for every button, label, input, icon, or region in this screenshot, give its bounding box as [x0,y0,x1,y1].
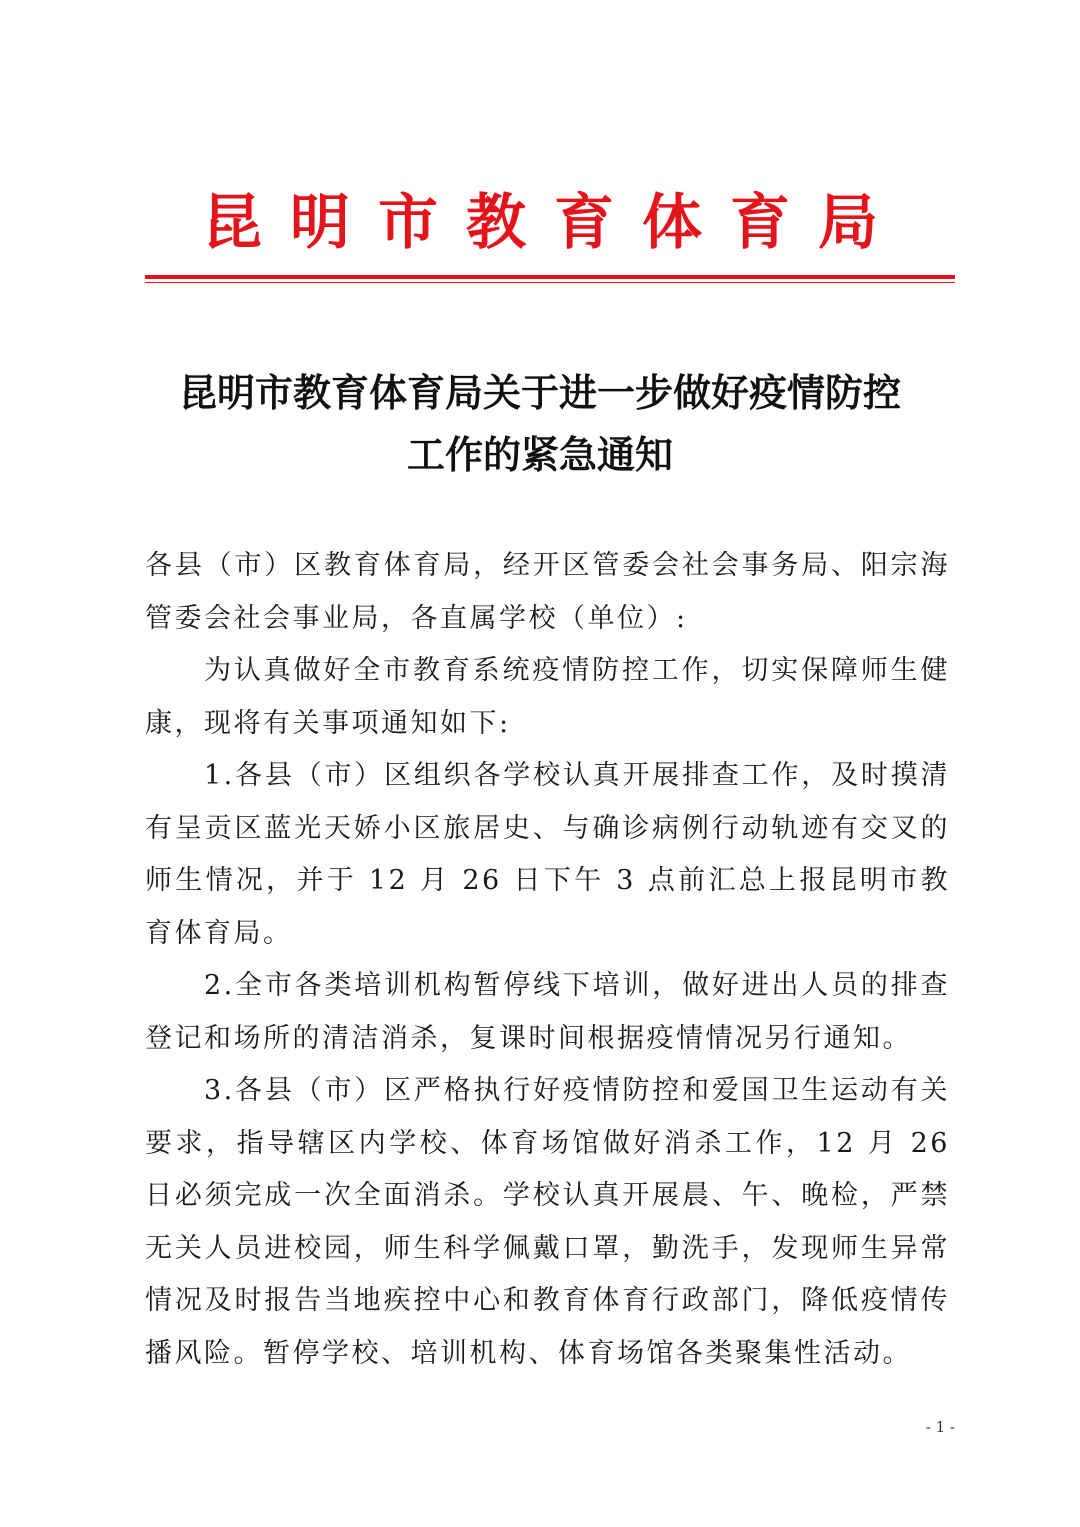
item-1-paragraph: 1.各县（市）区组织各学校认真开展排查工作，及时摸清有呈贡区蓝光天娇小区旅居史、与确诊病例行动轨迹有交叉的师生情况，并于 12 月 26 日下午 3 点前汇总上报昆明市教育体育局。 [145,760,950,949]
salutation-paragraph: 各县（市）区教育体育局，经开区管委会社会事务局、阳宗海管委会社会事业局，各直属学校（单位）: [145,550,950,634]
document-title-line-1: 昆明市教育体育局关于进一步做好疫情防控 [178,370,901,415]
document-title-line-2: 工作的紧急通知 [406,432,673,477]
letterhead-red-rule [145,275,955,279]
intro-paragraph: 为认真做好全市教育系统疫情防控工作，切实保障师生健康，现将有关事项通知如下: [145,655,950,739]
document-body [145,540,950,1380]
letterhead-org-name: 昆明市教育体育局 [202,188,906,258]
item-2-paragraph: 2.全市各类培训机构暂停线下培训，做好进出人员的排查登记和场所的清洁消杀，复课时间根据疫情情况另行通知。 [145,970,950,1054]
letterhead-red-rule-thin [145,282,955,283]
page-number: - 1 - [925,1418,955,1436]
item-3-paragraph: 3.各县（市）区严格执行好疫情防控和爱国卫生运动有关要求，指导辖区内学校、体育场馆做好消杀工作，12 月 26 日必须完成一次全面消杀。学校认真开展晨、午、晚检，严禁无关人员进校园，师生科学佩戴口罩，勤洗手，发现师生异常情况及时报告当地疾控中心和教育体育行政部门，降低疫情传播风险。暂停学校、培训机构、体育场馆各类聚集性活动。 [145,1075,950,1369]
document-title [120,362,960,486]
